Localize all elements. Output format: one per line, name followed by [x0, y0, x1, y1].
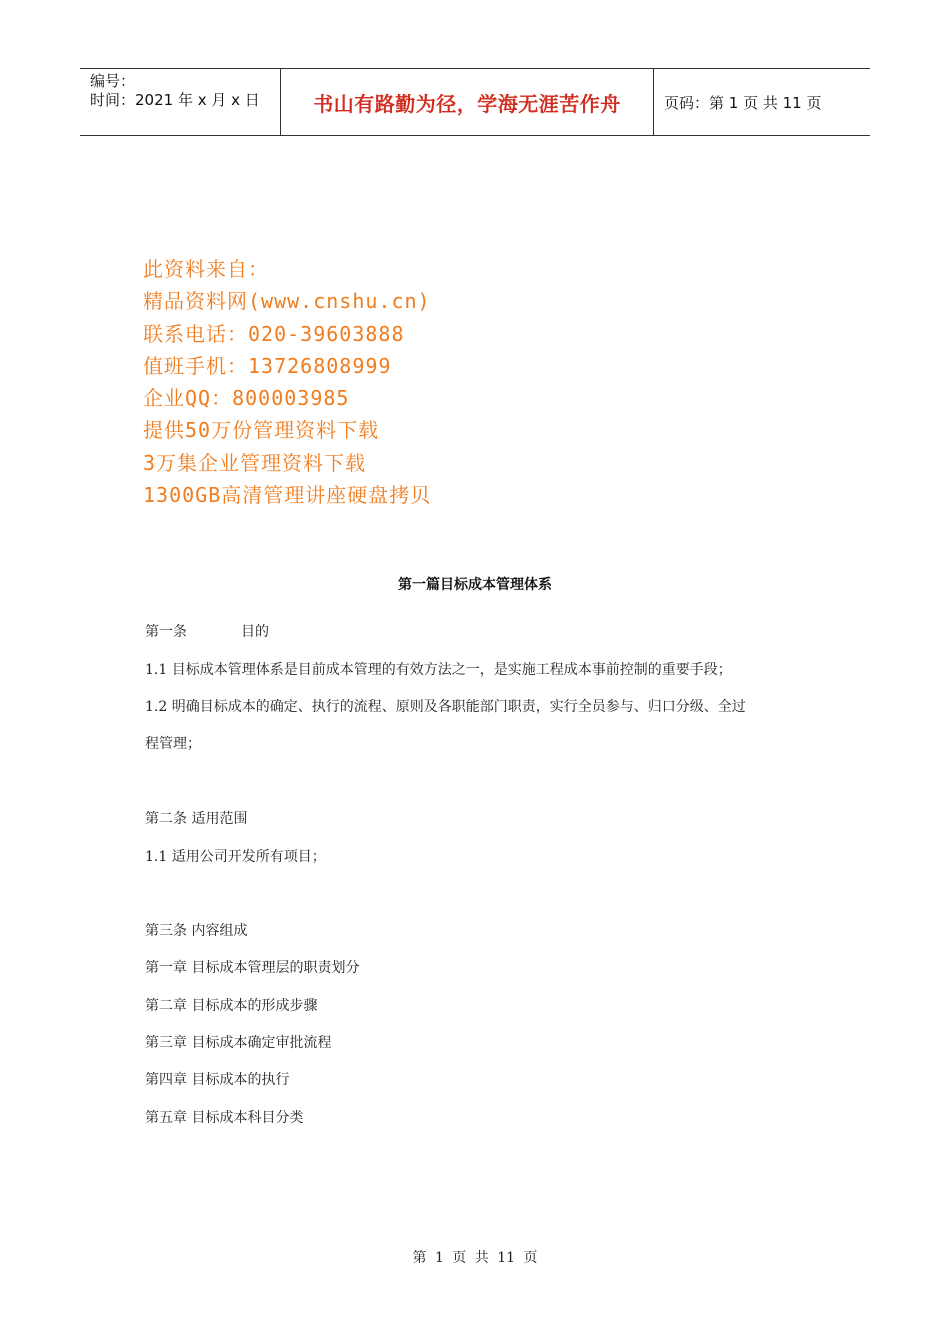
- paragraph-continuation: 程管理；: [145, 736, 201, 752]
- header-page-indicator: 页码：第 1 页 共 11 页: [664, 93, 822, 112]
- document-title: 第一篇目标成本管理体系: [398, 577, 552, 593]
- promo-line: 此资料来自：: [143, 257, 269, 281]
- document-number-label: 编号：: [90, 72, 136, 90]
- document-date-label: 时间：2021 年 x 月 x 日: [90, 91, 260, 109]
- article-heading: 第二条 适用范围: [145, 811, 248, 827]
- promo-line: 联系电话：020-39603888: [143, 321, 405, 346]
- chapter-item: 第四章 目标成本的执行: [145, 1072, 290, 1088]
- chapter-item: 第五章 目标成本科目分类: [145, 1110, 304, 1126]
- paragraph: 1.2 明确目标成本的确定、执行的流程、原则及各职能部门职责，实行全员参与、归口分级、全过: [145, 699, 746, 715]
- page-footer: 第 1 页 共 11 页: [412, 1250, 538, 1266]
- paragraph: 1.1 目标成本管理体系是目前成本管理的有效方法之一，是实施工程成本事前控制的重要手段；: [145, 662, 732, 678]
- chapter-item: 第二章 目标成本的形成步骤: [145, 998, 318, 1014]
- chapter-item: 第一章 目标成本管理层的职责划分: [145, 960, 360, 976]
- header-info-cell: [80, 69, 281, 135]
- promo-line: 3万集企业管理资料下载: [143, 450, 367, 475]
- promo-line: 提供50万份管理资料下载: [143, 418, 380, 443]
- promo-line: 值班手机：13726808999: [143, 353, 392, 378]
- article-heading: [145, 621, 805, 641]
- article-heading: 第三条 内容组成: [145, 923, 248, 939]
- article-title: 目的: [241, 624, 269, 640]
- promo-line: 精品资料网(www.cnshu.cn): [143, 289, 431, 314]
- header-motto: 书山有路勤为径，学海无涯苦作舟: [281, 69, 654, 135]
- promo-block: [143, 253, 431, 511]
- promo-line: 1300GB高清管理讲座硬盘拷贝: [143, 483, 432, 508]
- promo-line: 企业QQ：800003985: [143, 386, 350, 411]
- header-table: [80, 68, 870, 136]
- article-number: 第一条: [145, 624, 187, 640]
- paragraph: 1.1 适用公司开发所有项目；: [145, 849, 326, 865]
- chapter-item: 第三章 目标成本确定审批流程: [145, 1035, 332, 1051]
